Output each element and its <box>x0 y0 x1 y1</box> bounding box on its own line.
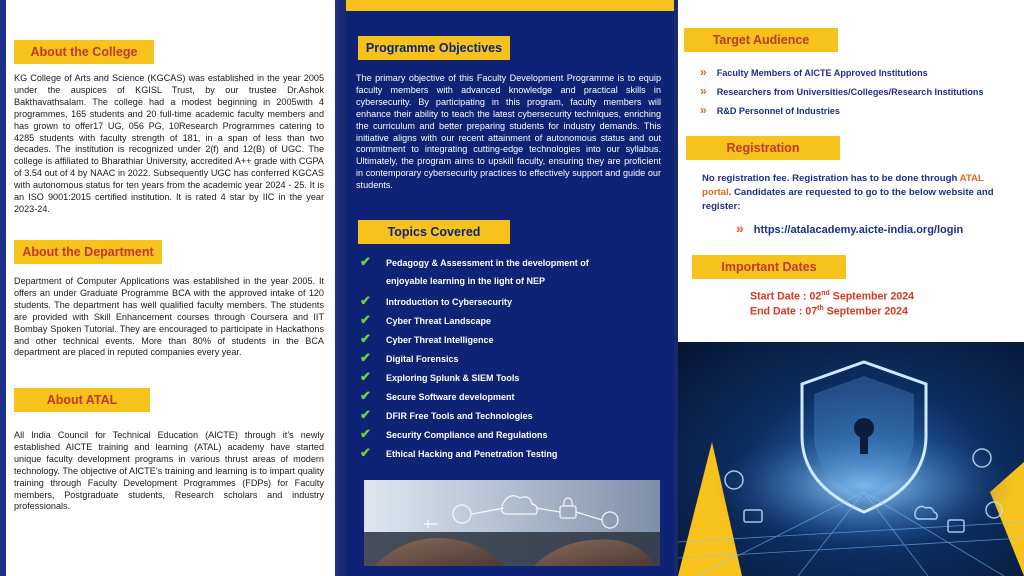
left-panel <box>0 0 338 576</box>
about-college-heading: About the College <box>14 40 154 64</box>
topic-item: ✔ Cyber Threat Intelligence <box>360 331 494 346</box>
topic-item: ✔ Secure Software development <box>360 388 515 403</box>
programme-objectives-text: The primary objective of this Faculty Development Programme is to equip faculty members with advanced knowledge and practical skills in cybersecurity. By participating in this program, faculty members will enhance their ability to teach the latest cybersecurity techniques, enriching the curriculum and better preparing students for industry demands. This initiative aligns with our recent attainment of autonomous status and out commitment to integrating cutting-edge technologies into our syllabus. Ultimately, the program aims to upskill faculty, ensuring they are proficient in contemporary cybersecurity practices to effectively support and guide our students. <box>356 73 661 191</box>
middle-panel <box>346 0 674 576</box>
audience-item: » R&D Personnel of Industries <box>700 103 840 117</box>
topic-item: ✔ Introduction to Cybersecurity <box>360 293 513 308</box>
check-icon: ✔ <box>360 293 371 308</box>
topic-item-continuation: enjoyable learning in the light of NEP <box>386 276 546 286</box>
shield-illustration <box>678 342 1024 576</box>
topic-item: ✔ Cyber Threat Landscape <box>360 312 492 327</box>
about-atal-heading: About ATAL <box>14 388 150 412</box>
double-chevron-icon: » <box>700 103 707 117</box>
double-chevron-icon: » <box>700 84 707 98</box>
registration-heading: Registration <box>686 136 840 160</box>
topics-covered-heading: Topics Covered <box>358 220 510 244</box>
check-icon: ✔ <box>360 426 371 441</box>
check-icon: ✔ <box>360 388 371 403</box>
end-date: End Date : 07th September 2024 <box>750 305 908 318</box>
double-chevron-icon: » <box>700 65 707 79</box>
check-icon: ✔ <box>360 369 371 384</box>
cyber-security-image <box>678 342 1024 576</box>
registration-url-row <box>736 220 963 236</box>
check-icon: ✔ <box>360 407 371 422</box>
topic-item: ✔ Pedagogy & Assessment in the development of <box>360 254 589 269</box>
topic-item: ✔ Ethical Hacking and Penetration Testing <box>360 445 558 460</box>
about-department-text: Department of Computer Applications was established in the year 2005. It offers an under Graduate Programme BCA with the approved intake of 120 students. The department has well qualified faculty members. The students are provided with Skill Enhancement courses through Coursera and IIT Bombay Spoken Tutorial. They are encouraged to participate in Hackathons and other technical events. More than 80% of students in the BCA department are placed in reputed companies every year. <box>14 276 324 358</box>
about-department-heading: About the Department <box>14 240 162 264</box>
cloud-network-image <box>364 480 660 566</box>
target-audience-heading: Target Audience <box>684 28 838 52</box>
cloud-network-illustration <box>364 480 660 566</box>
check-icon: ✔ <box>360 331 371 346</box>
audience-item: » Researchers from Universities/Colleges/Research Institutions <box>700 84 984 98</box>
about-atal-text: All India Council for Technical Education (AICTE) through it’s newly established AICTE training and learning (ATAL) academy have started unique faculty development programs in various thrust areas of modern technology. The objective of AICTE’s training and learning is to impart quality training through Faculty Development Programmes (FDPs) for Faculty members, Postgraduate students, Research scholars and industry professionals. <box>14 430 324 512</box>
right-panel <box>678 0 1024 576</box>
registration-text: No registration fee. Registration has to be done through ATAL portal. Candidates are requested to go to the below website and register: <box>702 173 994 212</box>
important-dates-heading: Important Dates <box>692 255 846 279</box>
double-chevron-icon: » <box>736 220 744 236</box>
topic-item: ✔ Security Compliance and Regulations <box>360 426 548 441</box>
programme-objectives-heading: Programme Objectives <box>358 36 510 60</box>
check-icon: ✔ <box>360 445 371 460</box>
start-date: Start Date : 02nd September 2024 <box>750 290 915 303</box>
topic-item: ✔ DFIR Free Tools and Technologies <box>360 407 533 422</box>
registration-url-link[interactable]: https://atalacademy.aicte-india.org/login <box>753 224 964 236</box>
check-icon: ✔ <box>360 312 371 327</box>
check-icon: ✔ <box>360 254 371 269</box>
topic-item: ✔ Digital Forensics <box>360 350 459 365</box>
top-accent-bar <box>346 0 674 11</box>
audience-item: » Faculty Members of AICTE Approved Institutions <box>700 65 928 79</box>
about-college-text: KG College of Arts and Science (KGCAS) was established in the year 2005 under the auspices of KGISL Trust, by our trustee Dr.Ashok Bakthavathsalam. The college had a modest beginning in 2005with 4 programmes, 165 students and 20 full-time academic faculty members and has grown to offer17 UG, 056 PG, 10Research Programmes catering to 4285 students with faculty strength of 181, in a span of less than two decades. The institution is recognized under 2(f) and 12(B) of UGC. The college is affiliated to Bharathiar University, accredited A++ grade with CGPA of 3.54 out of 4 by NAAC in 2022. Subsequently UGC has conferred KGCAS with autonomous status for ten years from the academic year 2024 - 25. It is an ISO 9001:2015 certified institution. It is rated 4 star by IIC in the year 2023-24. <box>14 73 324 214</box>
topic-item: ✔ Exploring Splunk & SIEM Tools <box>360 369 520 384</box>
atal-portal-link[interactable]: ATAL portal <box>702 173 984 198</box>
check-icon: ✔ <box>360 350 371 365</box>
